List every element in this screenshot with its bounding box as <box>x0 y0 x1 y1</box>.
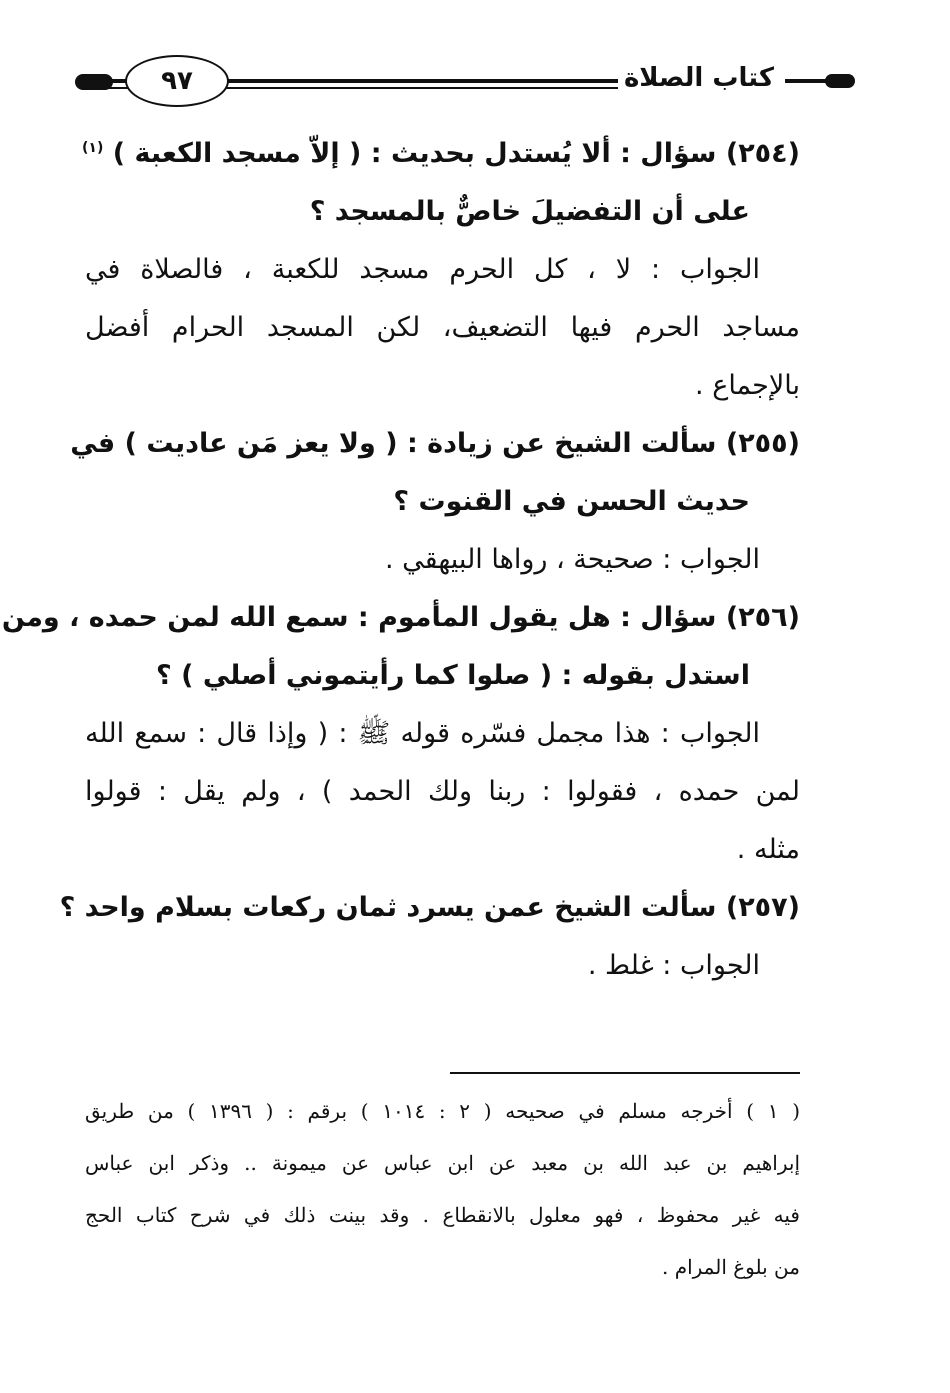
answer-254-line-1: الجواب : لا ، كل الحرم مسجد للكعبة ، فالصلاة في <box>85 254 760 285</box>
question-255-line-1: (٢٥٥) سألت الشيخ عن زيادة : ( ولا يعز مَن عاديت ) في <box>70 428 800 459</box>
answer-256-line-3: مثله . <box>736 834 800 865</box>
page-body <box>1 125 800 995</box>
footnote-line-1: ( ١ ) أخرجه مسلم في صحيحه ( ٢ : ١٠١٤ ) برقم : ( ١٣٩٦ ) من طريق <box>85 1099 801 1123</box>
header-ornament-right <box>825 74 855 88</box>
answer-255-line-1: الجواب : صحيحة ، رواها البيهقي . <box>385 544 760 575</box>
footnote-separator <box>450 1072 800 1074</box>
answer-256-line-1: الجواب : هذا مجمل فسّره قوله ﷺ : ( وإذا قال : سمع الله <box>85 718 760 749</box>
question-254-line <box>81 125 800 183</box>
footnote <box>85 1085 800 1293</box>
question-256-line-1: (٢٥٦) سؤال : هل يقول المأموم : سمع الله لمن حمده ، ومن <box>1 602 800 633</box>
page-number: ٩٧ <box>125 55 229 107</box>
footnote-line-3: فيه غير محفوظ ، فهو معلول بالانقطاع . وقد بينت ذلك في شرح كتاب الحج <box>85 1203 800 1227</box>
question-254-text: (٢٥٤) سؤال : ألا يُستدل بحديث : ( إلاّ مسجد الكعبة ) <box>112 138 800 169</box>
footnote-line-2: إبراهيم بن عبد الله بن معبد عن ابن عباس عن ميمونة .. وذكر ابن عباس <box>85 1151 800 1175</box>
book-title: كتاب الصلاة <box>618 63 780 93</box>
question-257-line-1: (٢٥٧) سألت الشيخ عمن يسرد ثمان ركعات بسلام واحد ؟ <box>59 892 800 923</box>
question-255-line-2: حديث الحسن في القنوت ؟ <box>393 486 750 517</box>
page-header <box>75 55 855 115</box>
question-256-line-2: استدل بقوله : ( صلوا كما رأيتموني أصلي ) ؟ <box>156 660 750 691</box>
question-254-line-2: على أن التفضيلَ خاصٌّ بالمسجد ؟ <box>309 196 750 227</box>
answer-256-line-2: لمن حمده ، فقولوا : ربنا ولك الحمد ) ، ولم يقل : قولوا <box>85 776 800 807</box>
answer-257-line-1: الجواب : غلط . <box>587 950 760 981</box>
footnote-reference: (١) <box>81 140 104 156</box>
footnote-line-4: من بلوغ المرام . <box>661 1255 800 1279</box>
answer-254-line-2: مساجد الحرم فيها التضعيف، لكن المسجد الحرام أفضل <box>85 312 800 343</box>
answer-254-line-3: بالإجماع . <box>695 370 800 401</box>
